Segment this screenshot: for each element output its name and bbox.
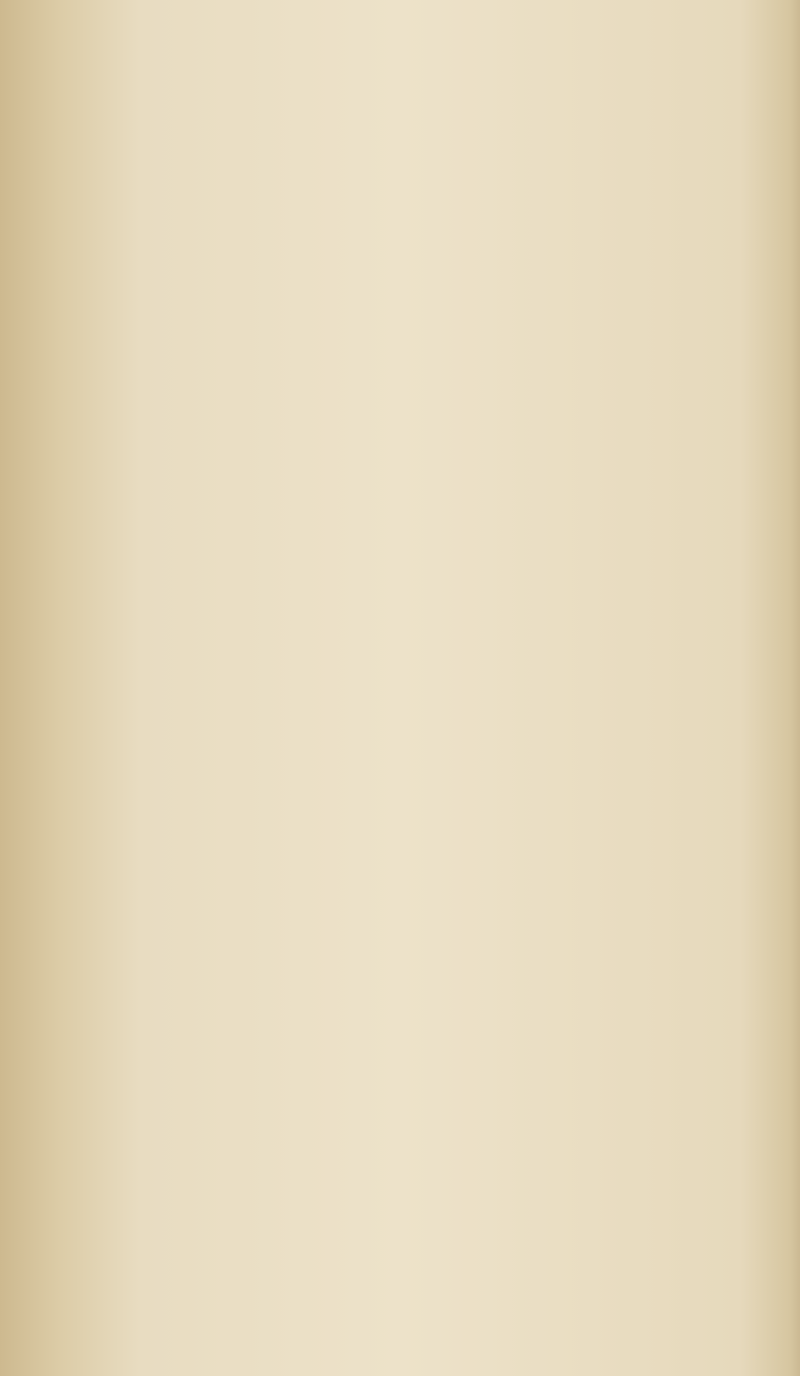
page-header bbox=[140, 100, 785, 130]
figure-vowel-diagrams bbox=[0, 222, 800, 1127]
